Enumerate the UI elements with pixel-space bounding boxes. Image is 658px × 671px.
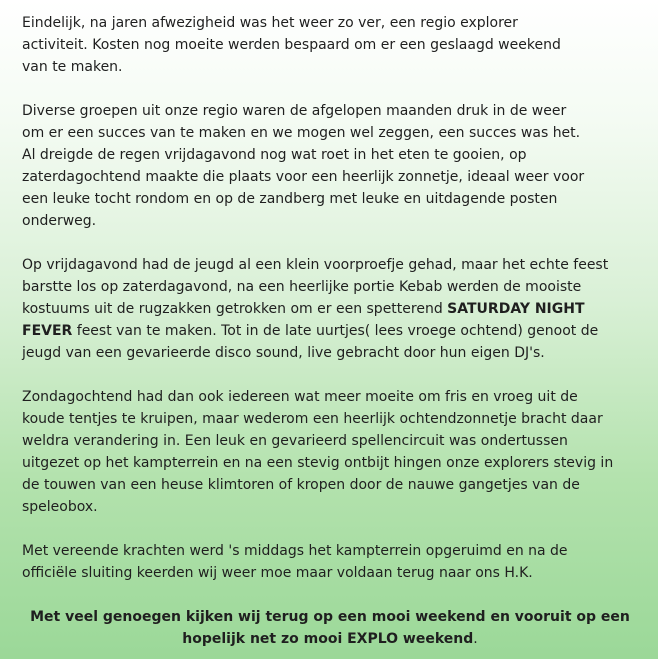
closing-period: . <box>473 631 478 647</box>
text-line: officiële sluiting keerden wij weer moe maar voldaan terug naar ons H.K. <box>22 565 533 581</box>
text-line: uitgezet op het kampterrein en na een stevig ontbijt hingen onze explorers stevig in <box>22 455 614 471</box>
text-line: barstte los op zaterdagavond, na een heerlijke portie Kebab werden de mooiste <box>22 279 582 295</box>
closing-line: Met veel genoegen kijken wij terug op een mooi weekend en vooruit op een <box>30 609 630 625</box>
text-line <box>22 320 638 342</box>
text-line: Diverse groepen uit onze regio waren de afgelopen maanden druk in de weer <box>22 103 567 119</box>
text-segment: feest van te maken. Tot in de late uurtjes( lees vroege ochtend) genoot de <box>72 323 599 339</box>
paragraph-sunday <box>22 386 638 518</box>
bold-text-segment: SATURDAY NIGHT <box>447 301 585 317</box>
text-line: van te maken. <box>22 59 123 75</box>
text-line: Met vereende krachten werd 's middags het kampterrein opgeruimd en na de <box>22 543 568 559</box>
text-line: weldra verandering in. Een leuk en gevarieerd spellencircuit was ondertussen <box>22 433 568 449</box>
text-line: koude tentjes te kruipen, maar wederom een heerlijk ochtendzonnetje bracht daar <box>22 411 603 427</box>
text-line: Op vrijdagavond had de jeugd al een klein voorproefje gehad, maar het echte feest <box>22 257 609 273</box>
text-line: om er een succes van te maken en we mogen wel zeggen, een succes was het. <box>22 125 581 141</box>
paragraph-closing-ceremony <box>22 540 638 584</box>
text-line: zaterdagochtend maakte die plaats voor een heerlijk zonnetje, ideaal weer voor <box>22 169 585 185</box>
closing-statement <box>22 606 638 650</box>
text-line: Eindelijk, na jaren afwezigheid was het weer zo ver, een regio explorer <box>22 15 518 31</box>
text-segment: kostuums uit de rugzakken getrokken om er een spetterend <box>22 301 448 317</box>
text-line: Zondagochtend had dan ook iedereen wat meer moeite om fris en vroeg uit de <box>22 389 578 405</box>
text-line: Al dreigde de regen vrijdagavond nog wat roet in het eten te gooien, op <box>22 147 527 163</box>
text-line: de touwen van een heuse klimtoren of kropen door de nauwe gangetjes van de <box>22 477 580 493</box>
text-line: een leuke tocht rondom en op de zandberg met leuke en uitdagende posten <box>22 191 558 207</box>
text-line <box>22 298 638 320</box>
closing-text: hopelijk net zo mooi EXPLO weekend <box>182 631 474 647</box>
text-line: onderweg. <box>22 213 97 229</box>
closing-line <box>22 628 638 650</box>
text-line: activiteit. Kosten nog moeite werden bespaard om er een geslaagd weekend <box>22 37 561 53</box>
paragraph-saturday-day <box>22 100 638 232</box>
article-text <box>22 12 638 650</box>
text-line: jeugd van een gevarieerde disco sound, live gebracht door hun eigen DJ's. <box>22 345 545 361</box>
bold-text-segment: FEVER <box>22 323 73 339</box>
text-line: speleobox. <box>22 499 98 515</box>
paragraph-intro <box>22 12 638 78</box>
paragraph-saturday-night <box>22 254 638 364</box>
